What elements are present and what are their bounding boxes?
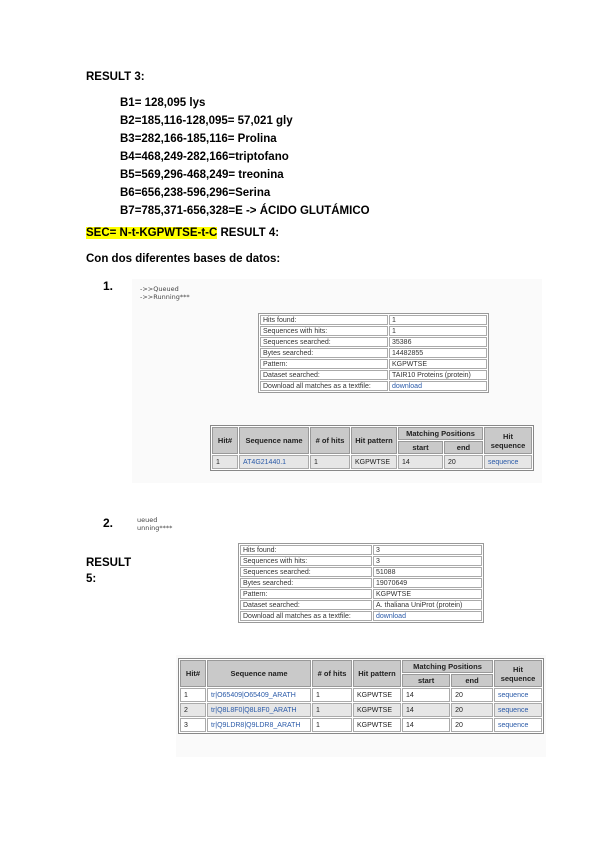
info-value: 14482855	[389, 348, 487, 358]
item1-number: 1.	[103, 279, 114, 293]
info-label: Bytes searched:	[240, 578, 372, 588]
b-line-1: B1= 128,095 lys	[120, 97, 206, 109]
cell-pattern: KGPWTSE	[353, 718, 401, 732]
info-label: Pattern:	[260, 359, 388, 369]
info-label: Pattern:	[240, 589, 372, 599]
info-label: Sequences searched:	[260, 337, 388, 347]
info-value: KGPWTSE	[389, 359, 487, 369]
cell-hit: 3	[180, 718, 206, 732]
info-value: TAIR10 Proteins (protein)	[389, 370, 487, 380]
info-value: 19070649	[373, 578, 482, 588]
col-seq-name: Sequence name	[207, 660, 311, 687]
info-label: Bytes searched:	[260, 348, 388, 358]
col-hit-sequence: Hit sequence	[494, 660, 542, 687]
item1-status	[140, 285, 190, 301]
col-start: start	[398, 441, 443, 454]
item2-status	[137, 516, 172, 532]
sec-line	[86, 227, 279, 239]
cell-start: 14	[398, 455, 443, 469]
cell-hit: 1	[180, 688, 206, 702]
cell-count: 1	[312, 703, 352, 717]
info-value: 1	[389, 315, 487, 325]
table-row	[180, 703, 542, 717]
result4-label: RESULT 4:	[217, 227, 280, 239]
status-line-queued: ueued	[137, 516, 158, 524]
download-link[interactable]: download	[373, 611, 482, 621]
info-label: Sequences with hits:	[260, 326, 388, 336]
col-hit-pattern: Hit pattern	[351, 427, 397, 454]
b-line-3: B3=282,166-185,116= Prolina	[120, 133, 277, 145]
status-line-running: ->>Running***	[140, 293, 190, 301]
sequence-link[interactable]: sequence	[494, 688, 542, 702]
cell-start: 14	[402, 718, 450, 732]
col-hit-sequence: Hit sequence	[484, 427, 532, 454]
info-label: Download all matches as a textfile:	[260, 381, 388, 391]
cell-hit: 1	[212, 455, 238, 469]
result5-line1: RESULT	[86, 557, 132, 569]
info-label: Dataset searched:	[240, 600, 372, 610]
cell-end: 20	[444, 455, 483, 469]
info-value: A. thaliana UniProt (protein)	[373, 600, 482, 610]
info-label: Dataset searched:	[260, 370, 388, 380]
results-table-2	[178, 658, 544, 734]
b-line-5: B5=569,296-468,249= treonina	[120, 169, 284, 181]
info-table-2	[238, 543, 484, 623]
col-end: end	[451, 674, 493, 687]
sequence-link[interactable]: sequence	[494, 703, 542, 717]
cell-pattern: KGPWTSE	[353, 688, 401, 702]
cell-end: 20	[451, 718, 493, 732]
table-row	[180, 718, 542, 732]
b-line-2: B2=185,116-128,095= 57,021 gly	[120, 115, 293, 127]
info-label: Hits found:	[260, 315, 388, 325]
sequence-link[interactable]: sequence	[494, 718, 542, 732]
info-value: KGPWTSE	[373, 589, 482, 599]
col-hit-pattern: Hit pattern	[353, 660, 401, 687]
info-value: 51088	[373, 567, 482, 577]
col-matching-positions: Matching Positions	[402, 660, 493, 673]
cell-count: 1	[310, 455, 350, 469]
table-row	[212, 455, 532, 469]
cell-count: 1	[312, 718, 352, 732]
col-hit-num: Hit#	[180, 660, 206, 687]
cell-end: 20	[451, 688, 493, 702]
sec-highlight: SEC= N-t-KGPWTSE-t-C	[86, 227, 218, 239]
info-value: 3	[373, 556, 482, 566]
cell-pattern: KGPWTSE	[353, 703, 401, 717]
info-label: Sequences searched:	[240, 567, 372, 577]
status-line-queued: ->>Queued	[140, 285, 179, 293]
col-matching-positions: Matching Positions	[398, 427, 483, 440]
sequence-name-link[interactable]: tr|Q9LDR8|Q9LDR8_ARATH	[207, 718, 311, 732]
download-link[interactable]: download	[389, 381, 487, 391]
result3-heading: RESULT 3:	[86, 71, 145, 83]
item2-number: 2.	[103, 516, 114, 530]
result5-line2: 5:	[86, 573, 97, 585]
info-table-1	[258, 313, 489, 393]
col-hit-num: Hit#	[212, 427, 238, 454]
col-end: end	[444, 441, 483, 454]
result5-label	[86, 555, 131, 587]
sequence-name-link[interactable]: AT4G21440.1	[239, 455, 309, 469]
info-label: Sequences with hits:	[240, 556, 372, 566]
info-value: 1	[389, 326, 487, 336]
col-num-hits: # of hits	[312, 660, 352, 687]
info-label: Download all matches as a textfile:	[240, 611, 372, 621]
info-value: 35386	[389, 337, 487, 347]
col-start: start	[402, 674, 450, 687]
table-row	[180, 688, 542, 702]
intro-text: Con dos diferentes bases de datos:	[86, 253, 281, 265]
cell-hit: 2	[180, 703, 206, 717]
cell-count: 1	[312, 688, 352, 702]
b-line-4: B4=468,249-282,166=triptofano	[120, 151, 289, 163]
cell-start: 14	[402, 703, 450, 717]
info-label: Hits found:	[240, 545, 372, 555]
status-line-running: unning****	[137, 524, 173, 532]
b-line-6: B6=656,238-596,296=Serina	[120, 187, 271, 199]
sequence-link[interactable]: sequence	[484, 455, 532, 469]
col-seq-name: Sequence name	[239, 427, 309, 454]
info-value: 3	[373, 545, 482, 555]
cell-start: 14	[402, 688, 450, 702]
results-table-1	[210, 425, 534, 471]
col-num-hits: # of hits	[310, 427, 350, 454]
sequence-name-link[interactable]: tr|O65409|O65409_ARATH	[207, 688, 311, 702]
sequence-name-link[interactable]: tr|Q8L8F0|Q8L8F0_ARATH	[207, 703, 311, 717]
cell-end: 20	[451, 703, 493, 717]
b-line-7: B7=785,371-656,328=E -> ÁCIDO GLUTÁMICO	[120, 205, 370, 217]
cell-pattern: KGPWTSE	[351, 455, 397, 469]
